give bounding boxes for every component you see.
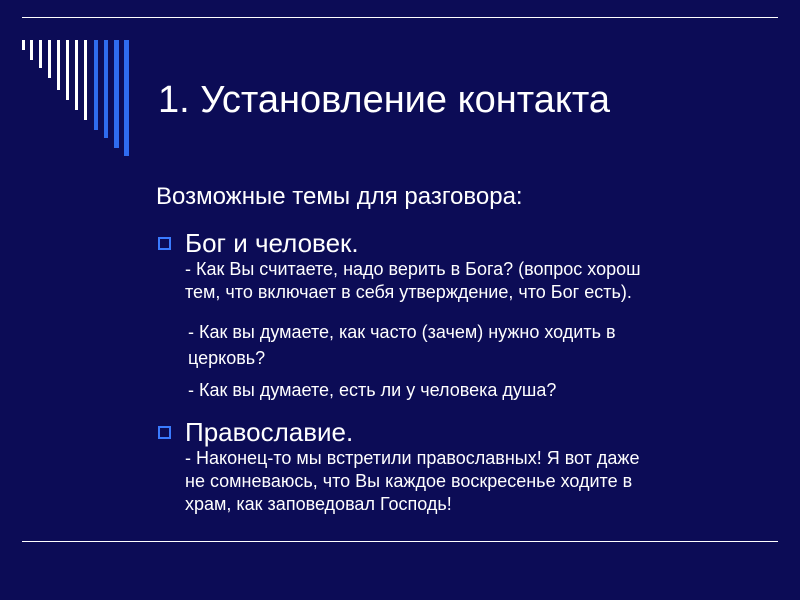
decorative-stripes [0, 0, 140, 160]
bottom-rule [22, 541, 778, 542]
stripe [124, 40, 129, 156]
stripe [84, 40, 87, 120]
slide-title: 1. Установление контакта [158, 79, 611, 121]
stripe [48, 40, 51, 78]
bullet-heading: Православие. [185, 417, 354, 447]
bullet-body [185, 417, 768, 516]
sub-item-line: церковь? [188, 348, 266, 368]
bullet-item [158, 417, 768, 516]
stripe [22, 40, 25, 50]
stripe [39, 40, 42, 68]
stripe [94, 40, 98, 130]
bullet-heading: Бог и человек. [185, 228, 359, 258]
bullet-line: - Наконец-то мы встретили православных! Я вот даже [185, 448, 640, 468]
sub-item: - Как вы думаете, есть ли у человека душа? [188, 380, 557, 400]
stripe [104, 40, 108, 138]
stripe [75, 40, 78, 110]
stripe [114, 40, 119, 148]
bullet-line: тем, что включает в себя утверждение, что Бог есть). [185, 282, 632, 302]
stripe [30, 40, 33, 60]
stripe [57, 40, 60, 90]
intro-text: Возможные темы для разговора: [156, 183, 523, 210]
bullet-item [158, 228, 768, 304]
stripe [66, 40, 69, 100]
sub-item [188, 319, 768, 371]
sub-item-line: - Как вы думаете, как часто (зачем) нужно ходить в [188, 322, 616, 342]
square-bullet-icon [158, 426, 171, 439]
bullet-line: - Как Вы считаете, надо верить в Бога? (вопрос хорош [185, 259, 641, 279]
bullet-line: храм, как заповедовал Господь! [185, 494, 452, 514]
square-bullet-icon [158, 237, 171, 250]
bullet-line: не сомневаюсь, что Вы каждое воскресенье ходите в [185, 471, 633, 491]
bullet-body [185, 228, 768, 304]
